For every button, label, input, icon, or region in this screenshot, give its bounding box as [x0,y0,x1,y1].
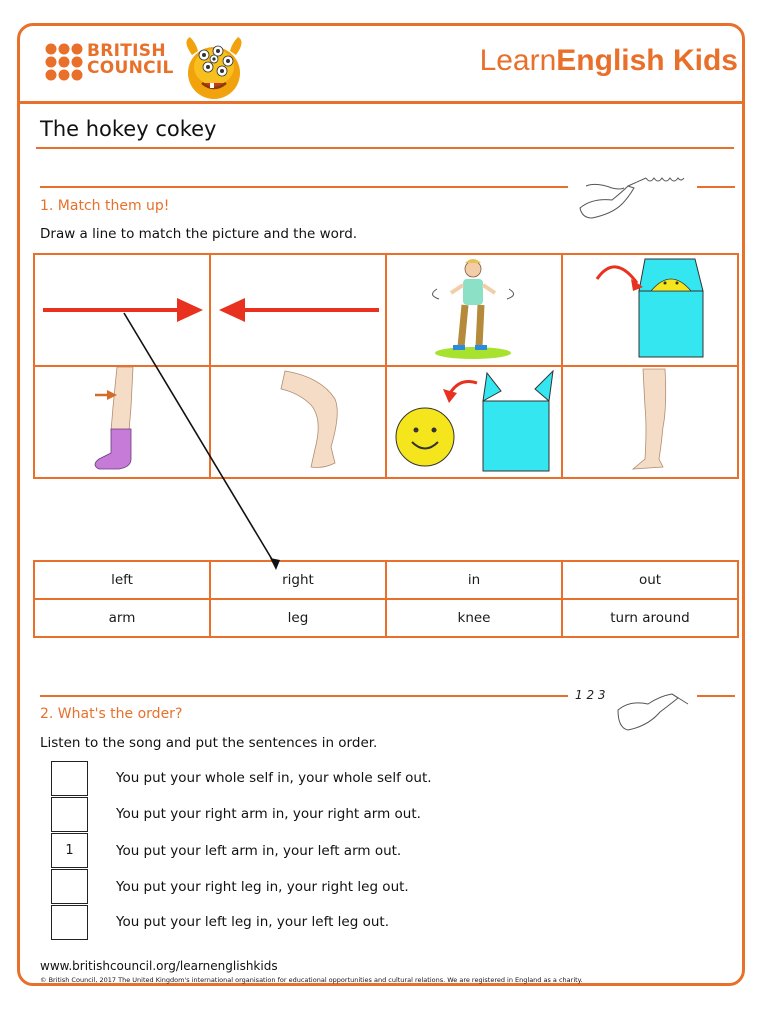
order-sentence-3: You put your left arm in, your left arm out. [116,843,402,859]
section1-instruction: Draw a line to match the picture and the word. [40,226,358,242]
picture-cell-smiley-out-of-box[interactable] [386,366,562,478]
section2-title: 2. What's the order? [40,706,183,722]
picture-grid [33,253,739,479]
picture-cell-left-arrow[interactable] [210,254,386,366]
footer-copyright: © British Council, 2017 The United Kingdom's international organisation for educational opportunities and cultural relations. We are registered in England as a charity. [40,976,583,984]
section1-divider-end [697,186,735,188]
word-cell-in[interactable]: in [386,561,562,599]
picture-cell-straight-leg[interactable] [562,366,738,478]
order-box-5[interactable] [51,905,88,940]
logo-kids: Kids [672,44,738,77]
left-arrow-icon [211,255,385,365]
picture-cell-smiley-in-box[interactable] [562,254,738,366]
order-sentence-4: You put your right leg in, your right leg out. [116,879,409,895]
doodle-numbers: 1 2 3 [575,688,606,702]
brand-name [87,43,174,77]
word-cell-arm[interactable]: arm [34,599,210,637]
brand-line-1: BRITISH [87,41,166,61]
section1-divider [40,186,568,188]
order-box-4[interactable] [51,869,88,904]
writing-hand-icon [572,168,692,224]
section2-divider-end [697,695,735,697]
picture-cell-turn-around[interactable] [386,254,562,366]
right-arrow-icon [35,255,209,365]
footer-url: www.britishcouncil.org/learnenglishkids [40,959,278,973]
order-box-1[interactable] [51,761,88,796]
order-box-2[interactable] [51,797,88,832]
page-title: The hokey cokey [40,117,217,141]
monster-mascot-icon [178,33,250,103]
smiley-out-of-box-icon [387,367,561,477]
word-cell-leg[interactable]: leg [210,599,386,637]
learnenglish-kids-logo [480,44,738,78]
word-cell-left[interactable]: left [34,561,210,599]
title-underline [36,147,734,149]
logo-learn: Learn [479,44,557,77]
order-sentence-2: You put your right arm in, your right arm out. [116,806,421,822]
numbering-hand-icon [612,682,692,738]
picture-cell-right-arrow[interactable] [34,254,210,366]
order-sentence-1: You put your whole self in, your whole self out. [116,770,432,786]
section2-instruction: Listen to the song and put the sentences in order. [40,735,378,751]
straight-leg-icon [563,367,737,477]
brand-line-2: COUNCIL [87,58,174,78]
order-sentence-5: You put your left leg in, your left leg out. [116,914,389,930]
smiley-going-in-box-icon [563,255,737,365]
section2-divider [40,695,568,697]
order-box-3[interactable]: 1 [51,833,88,868]
word-cell-right[interactable]: right [210,561,386,599]
knee-leg-icon [35,367,209,477]
word-cell-knee[interactable]: knee [386,599,562,637]
word-grid [33,560,739,638]
picture-cell-knee[interactable] [34,366,210,478]
word-cell-out[interactable]: out [562,561,738,599]
logo-english: English [556,44,665,77]
section1-title: 1. Match them up! [40,198,170,214]
boy-turning-around-icon [387,255,561,365]
bent-leg-icon [211,367,385,477]
word-cell-turn-around[interactable]: turn around [562,599,738,637]
picture-cell-leg[interactable] [210,366,386,478]
header-divider [20,101,742,104]
